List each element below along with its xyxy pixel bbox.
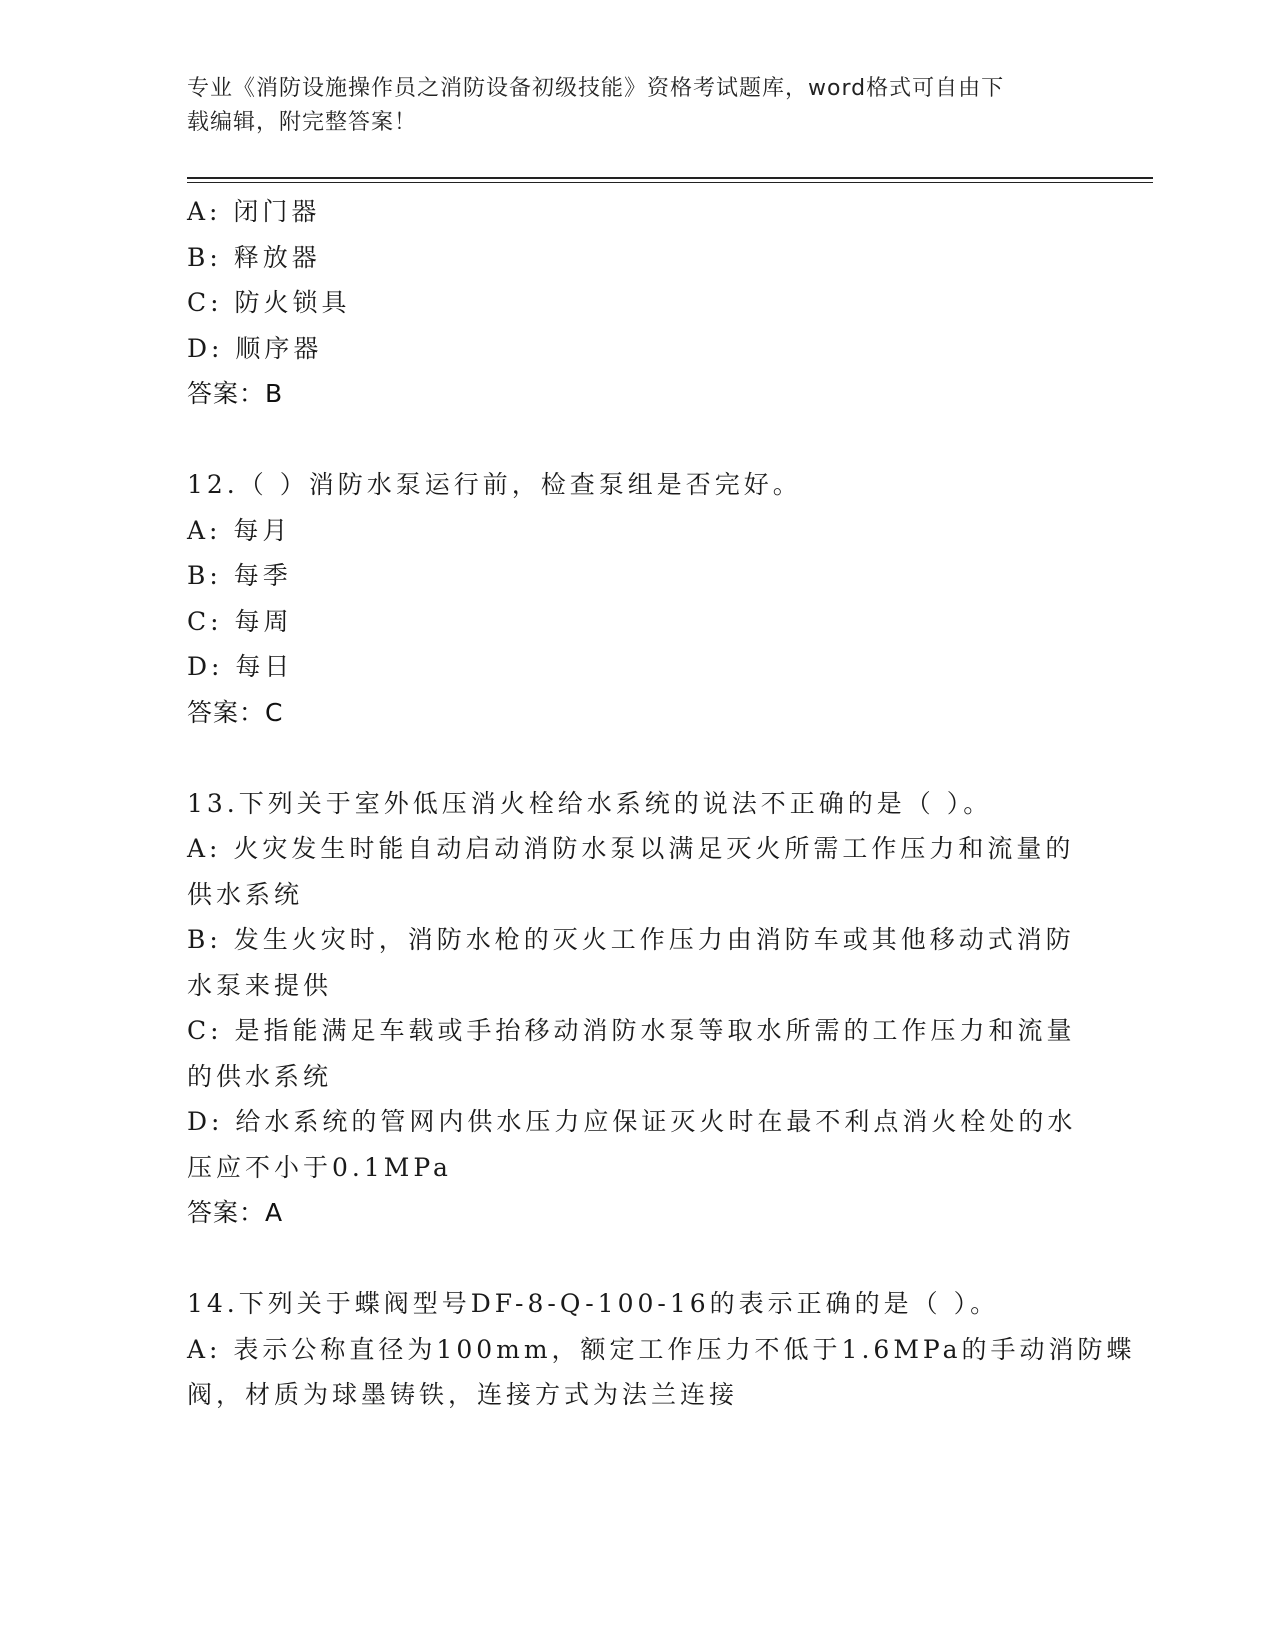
- answer: 答案：A: [187, 1198, 284, 1227]
- spacer: [187, 735, 1087, 781]
- option-d-line-2: 压应不小于0.1MPa: [187, 1152, 452, 1182]
- question-14: [187, 1281, 1136, 1418]
- answer: 答案：C: [187, 697, 284, 727]
- option-c: C: 防火锁具: [187, 288, 351, 317]
- option-a: A: 闭门器: [187, 197, 321, 226]
- option-a: A: 每月: [187, 515, 292, 545]
- option-b-line-1: B: 发生火灾时，消防水枪的灭火工作压力由消防车或其他移动式消防: [187, 925, 1075, 954]
- option-a-line-1: A: 表示公称直径为100mm，额定工作压力不低于1.6MPa的手动消防蝶: [187, 1334, 1136, 1364]
- question-text: 14.下列关于蝶阀型号DF-8-Q-100-16的表示正确的是（ ）。: [187, 1289, 1000, 1318]
- option-a-line-1: A: 火灾发生时能自动启动消防水泵以满足灭火所需工作压力和流量的: [187, 834, 1075, 863]
- question-text: 12.（ ）消防水泵运行前，检查泵组是否完好。: [187, 470, 802, 499]
- option-b: B: 每季: [187, 561, 292, 590]
- header-rule-thick: [187, 177, 1153, 179]
- option-d: D: 顺序器: [187, 333, 323, 363]
- option-d: D: 每日: [187, 652, 294, 681]
- header-rule-thin: [187, 182, 1153, 183]
- option-a-line-2: 阀，材质为球墨铸铁，连接方式为法兰连接: [187, 1380, 739, 1409]
- option-c: C: 每周: [187, 606, 293, 636]
- option-b-line-2: 水泵来提供: [187, 970, 333, 1000]
- answer: 答案：B: [187, 379, 284, 408]
- header-line-1: 专业《消防设施操作员之消防设备初级技能》资格考试题库，word格式可自由下: [187, 76, 1005, 101]
- option-c-line-1: C: 是指能满足车载或手抬移动消防水泵等取水所需的工作压力和流量: [187, 1016, 1076, 1045]
- question-11: [187, 189, 1087, 417]
- option-a-line-2: 供水系统: [187, 879, 304, 909]
- header-line-2: 载编辑，附完整答案！: [187, 110, 418, 135]
- spacer: [187, 1236, 1087, 1282]
- option-d-line-1: D: 给水系统的管网内供水压力应保证灭火时在最不利点消火栓处的水: [187, 1107, 1077, 1136]
- question-list: [187, 189, 1136, 1418]
- question-12: [187, 462, 1087, 735]
- spacer: [187, 417, 1087, 463]
- document-header: [187, 72, 1067, 140]
- question-text: 13.下列关于室外低压消火栓给水系统的说法不正确的是（ ）。: [187, 788, 993, 818]
- question-13: [187, 781, 1087, 1236]
- option-b: B: 释放器: [187, 242, 321, 272]
- option-c-line-2: 的供水系统: [187, 1061, 333, 1091]
